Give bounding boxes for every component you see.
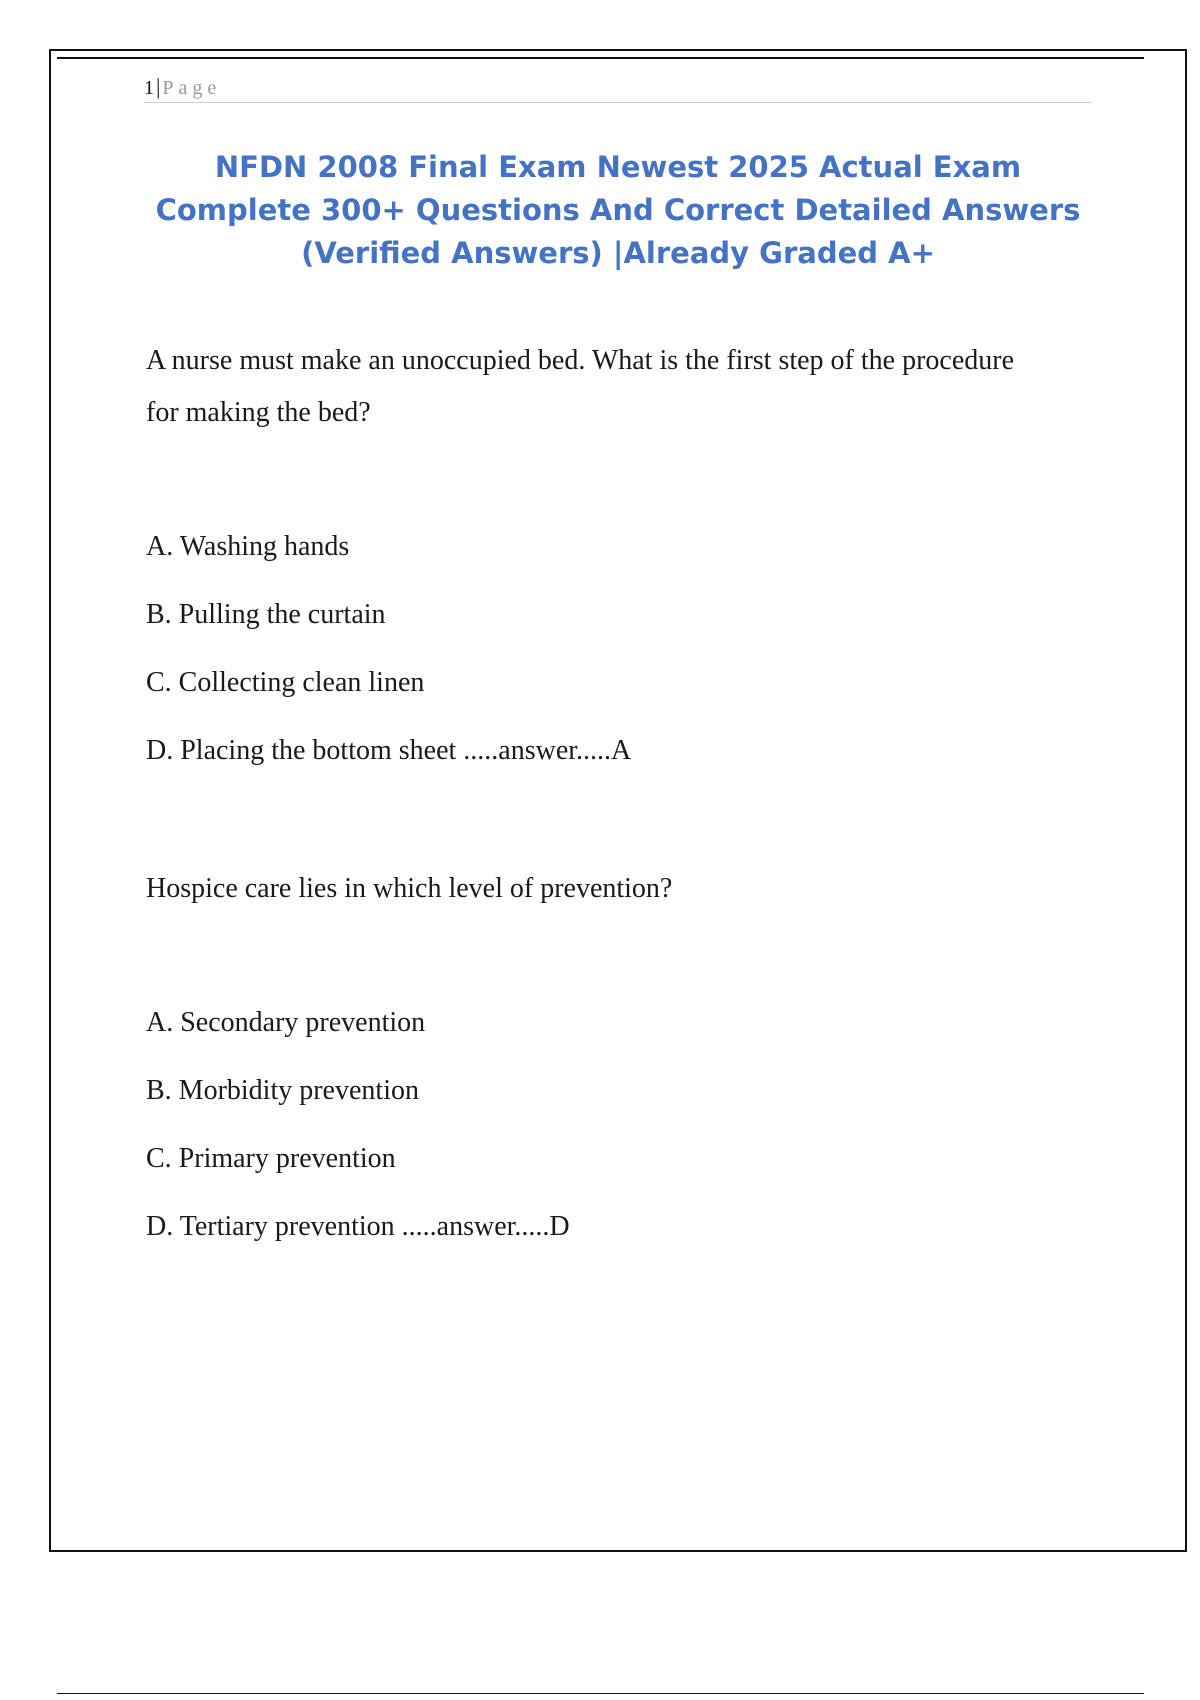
question-1-option-a: A. Washing hands [146, 531, 350, 562]
page-separator: | [156, 74, 161, 99]
question-2-option-b: B. Morbidity prevention [146, 1075, 419, 1106]
question-2 [146, 863, 1046, 915]
question-2-option-d: D. Tertiary prevention .....answer.....D [146, 1211, 570, 1242]
question-1 [146, 335, 1046, 439]
page-number: 1 [144, 77, 154, 99]
question-1-option-d: D. Placing the bottom sheet .....answer.....A [146, 735, 632, 766]
document-title: NFDN 2008 Final Exam Newest 2025 Actual Exam Complete 300+ Questions And Correct Detailed Answers (Verified Answers) |Already Graded A+ [155, 150, 1081, 270]
question-1-text: A nurse must make an unoccupied bed. What is the first step of the procedure for making the bed? [146, 345, 1015, 428]
page-label: Page [162, 77, 222, 99]
question-1-option-b: B. Pulling the curtain [146, 599, 386, 630]
question-2-text: Hospice care lies in which level of prevention? [146, 873, 673, 904]
question-2-option-a: A. Secondary prevention [146, 1007, 426, 1038]
question-1-option-c: C. Collecting clean linen [146, 667, 425, 698]
next-page-top-rule [57, 1693, 1144, 1694]
question-2-option-c: C. Primary prevention [146, 1143, 396, 1174]
page-header [144, 72, 1092, 103]
page-top-rule [57, 57, 1144, 59]
